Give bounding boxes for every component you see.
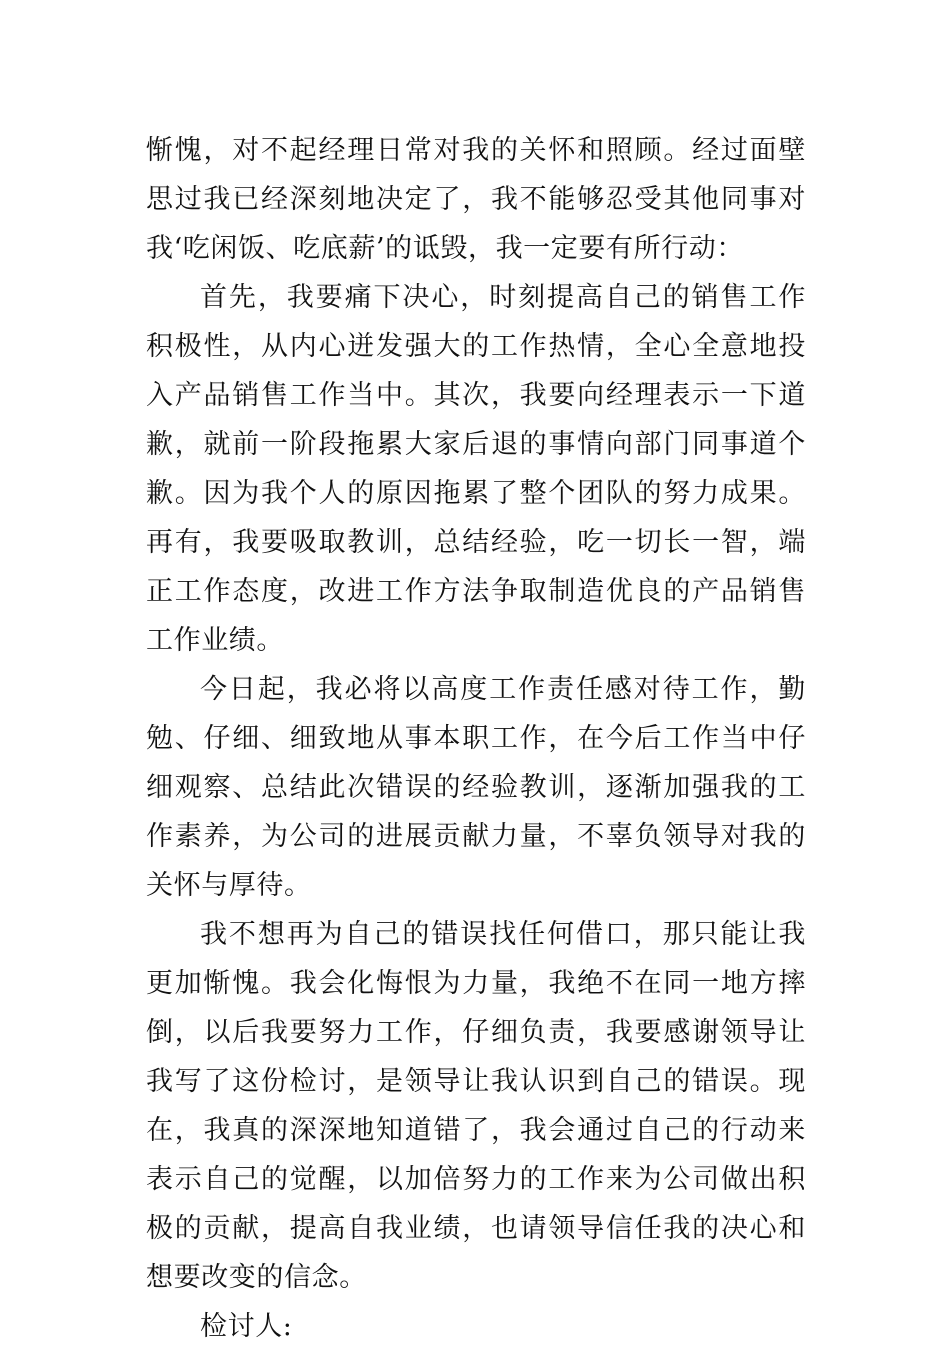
paragraph-3: 今日起，我必将以高度工作责任感对待工作，勤勉、仔细、细致地从事本职工作，在今后工作当中仔细观察、总结此次错误的经验教训，逐渐加强我的工作素养，为公司的进展贡献力量，不辜负领导对我的关怀与厚待。 [146,674,806,901]
paragraph-4: 我不想再为自己的错误找任何借口，那只能让我更加惭愧。我会化悔恨为力量，我绝不在同一地方摔倒，以后我要努力工作，仔细负责，我要感谢领导让我写了这份检讨，是领导让我认识到自己的错误。现在，我真的深深地知道错了，我会通过自己的行动来表示自己的觉醒，以加倍努力的工作来为公司做出积极的贡献，提高自我业绩，也请领导信任我的决心和想要改变的信念。 [146,919,806,1293]
signature-label: 检讨人: [200,1311,293,1342]
paragraph-2: 首先，我要痛下决心，时刻提高自己的销售工作积极性，从内心迸发强大的工作热情，全心全意地投入产品销售工作当中。其次，我要向经理表示一下道歉，就前一阶段拖累大家后退的事情向部门同事道个歉。因为我个人的原因拖累了整个团队的努力成果。再有，我要吸取教训，总结经验，吃一切长一智，端正工作态度，改进工作方法争取制造优良的产品销售工作业绩。 [146,282,806,656]
paragraph-1: 惭愧，对不起经理日常对我的关怀和照顾。经过面壁思过我已经深刻地决定了，我不能够忍受其他同事对我‘吃闲饭、吃底薪’的诋毁，我一定要有所行动： [146,135,806,264]
document-body [146,126,806,1351]
